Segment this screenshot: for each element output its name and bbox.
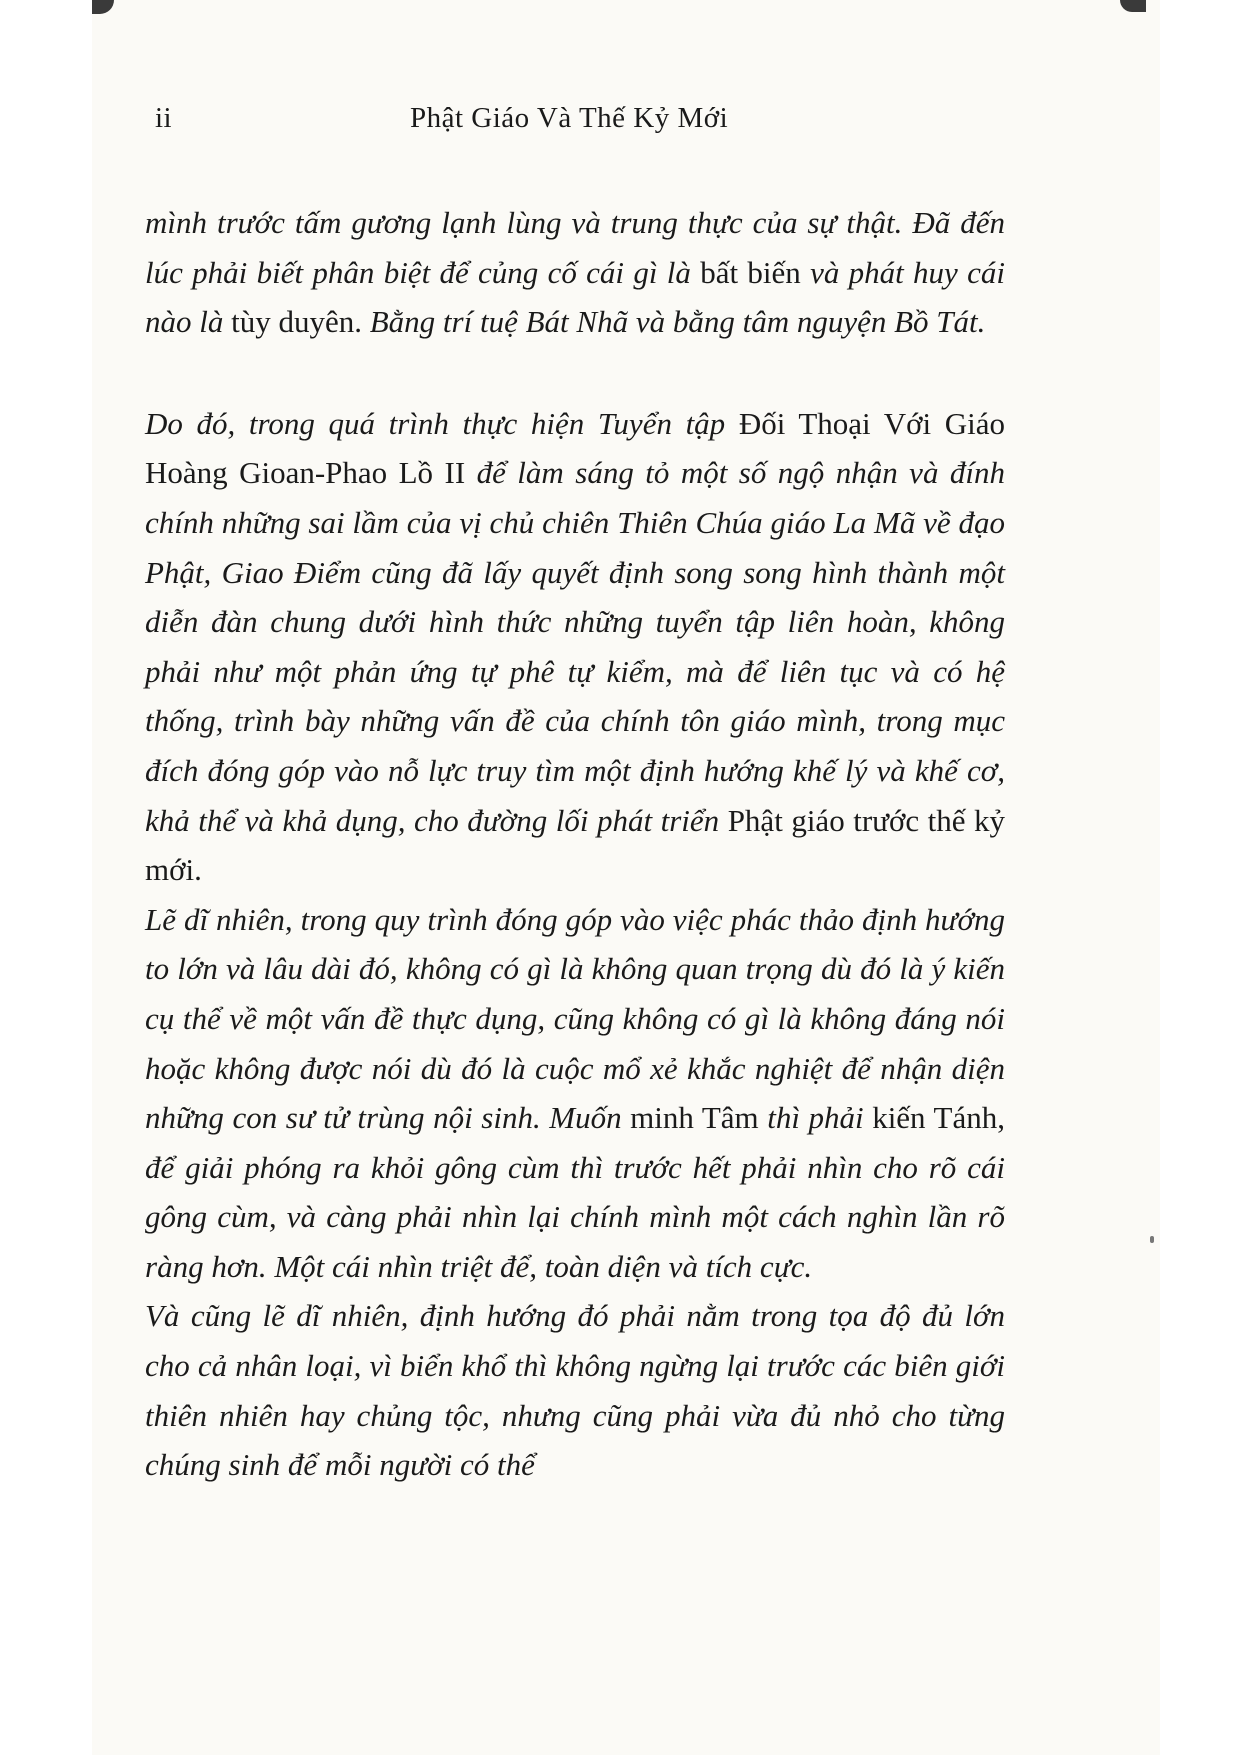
scan-speck bbox=[1150, 1236, 1154, 1243]
text-segment: Phật giáo trước thế kỷ mới. bbox=[145, 802, 1006, 888]
text-segment: Do đó, trong quá trình thực hiện Tuyển tập bbox=[145, 405, 739, 441]
running-title: Phật Giáo Và Thế Kỷ Mới bbox=[410, 102, 729, 134]
text-segment: Lẽ dĩ nhiên, trong quy trình đóng góp vào việc phác thảo định hướng to lớn và lâu dài đó, không có gì là không quan trọng dù đó là ý kiến cụ thể về một vấn đề thực dụng, cũng không có gì là không đáng nói hoặc không được nói dù đó là cuộc mổ xẻ khắc nghiệt để nhận diện những con sư tử trùng nội sinh. Muốn bbox=[145, 901, 1005, 1136]
page-number: ii bbox=[155, 102, 173, 134]
page-margin bbox=[0, 0, 92, 1755]
text-segment: thì phải bbox=[758, 1100, 873, 1136]
text-segment: mình trước tấm gương lạnh lùng và trung thực của sự thật. Đã đến lúc phải biết phân biệt để củng cố cái gì là bbox=[145, 205, 1005, 290]
text-segment: bất biến bbox=[700, 254, 801, 290]
text-segment: Đối Thoại Với Giáo Hoàng Gioan-Phao Lồ II bbox=[145, 405, 1005, 491]
paragraph bbox=[145, 1291, 1005, 1489]
text-segment: tùy duyên. bbox=[231, 304, 362, 340]
text-segment: để làm sáng tỏ một số ngộ nhận và đính chính những sai lầm của vị chủ chiên Thiên Chúa giáo La Mã về đạo Phật, Giao Điểm cũng đã lấy quyết định song song hình thành một diễn đàn chung dưới hình thức những tuyển tập liên hoàn, không phải như một phản ứng tự phê tự kiểm, mà để liên tục và có hệ thống, trình bày những vấn đề của chính tôn giáo mình, trong mục đích đóng góp vào nỗ lực truy tìm một định hướng khế lý và khế cơ, khả thể và khả dụng, cho đường lối phát triển bbox=[145, 455, 1005, 838]
paragraph bbox=[145, 895, 1005, 1292]
text-segment: kiến Tánh, bbox=[872, 1100, 1005, 1136]
text-segment: minh Tâm bbox=[630, 1100, 759, 1136]
running-header bbox=[150, 98, 1110, 138]
text-segment: Và cũng lẽ dĩ nhiên, định hướng đó phải nằm trong tọa độ đủ lớn cho cả nhân loại, vì biển khổ thì không ngừng lại trước các biên giới thiên nhiên hay chủng tộc, nhưng cũng phải vừa đủ nhỏ cho từng chúng sinh để mỗi người có thể bbox=[145, 1298, 1005, 1483]
body-text bbox=[145, 198, 1005, 1490]
text-segment: Bằng trí tuệ Bát Nhã và bằng tâm nguyện Bồ Tát. bbox=[362, 304, 986, 340]
paragraph bbox=[145, 399, 1005, 895]
paragraph bbox=[145, 198, 1005, 347]
text-segment: và phát huy cái nào là bbox=[145, 254, 1005, 340]
text-segment: để giải phóng ra khỏi gông cùm thì trước hết phải nhìn cho rõ cái gông cùm, và càng phải nhìn lại chính mình một cách nghìn lần rõ ràng hơn. Một cái nhìn triệt để, toàn diện và tích cực. bbox=[145, 1149, 1005, 1284]
